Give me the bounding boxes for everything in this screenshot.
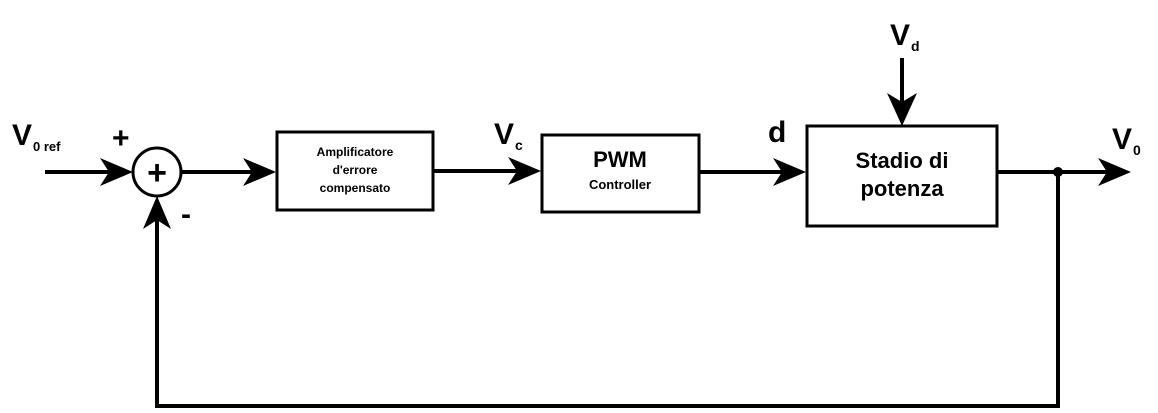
pwm-title: PWM	[593, 147, 647, 172]
power-stage-label-line-1: Stadio di	[855, 148, 949, 173]
vd-label: $V_d$	[890, 19, 920, 54]
pwm-controller-block	[542, 135, 699, 212]
amplifier-label-line-2: d'errore	[332, 163, 378, 177]
amplifier-block	[277, 132, 433, 210]
summing-symbol: +	[147, 154, 167, 192]
vo-label: $V_0$	[1112, 123, 1141, 158]
minus-sign: -	[181, 198, 191, 231]
amplifier-label-line-1: Amplificatore	[316, 145, 394, 159]
summing-junction	[133, 148, 181, 196]
pwm-subtitle: Controller	[588, 177, 652, 192]
amplifier-label-line-3: compensato	[319, 181, 391, 195]
vref-label: $V_{0 ref}$	[12, 119, 61, 154]
d-label: d	[768, 116, 787, 149]
vc-label: $V_c$	[494, 118, 523, 153]
power-stage-block	[807, 126, 997, 226]
power-stage-label-line-2: potenza	[860, 176, 944, 201]
plus-sign: +	[112, 122, 130, 155]
